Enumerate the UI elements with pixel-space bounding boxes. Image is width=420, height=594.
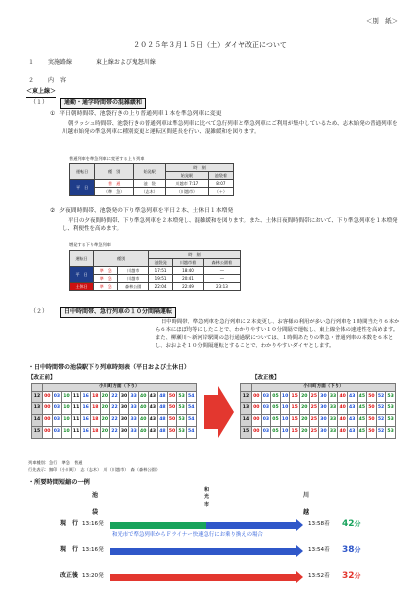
hour-cell: 15 bbox=[241, 426, 252, 438]
trip-2-label: 現 行 bbox=[60, 546, 79, 553]
minute-cell: 53 bbox=[177, 415, 187, 427]
minute-cell: 40 bbox=[338, 426, 348, 438]
cell: （志木） bbox=[134, 188, 166, 196]
cell: 準 急 bbox=[94, 267, 118, 275]
minute-cell: 30 bbox=[319, 391, 329, 403]
minute-cell: 22 bbox=[110, 426, 120, 438]
right-arrow-icon bbox=[218, 386, 234, 438]
trip-3-unit: 分 bbox=[354, 573, 361, 580]
minute-cell: 43 bbox=[148, 403, 158, 415]
cell: 8:07 bbox=[208, 180, 233, 188]
minute-cell: 43 bbox=[148, 426, 158, 438]
minute-cell: 00 bbox=[252, 403, 262, 415]
minute-cell: 45 bbox=[357, 415, 367, 427]
attachment-label: ＜別 紙＞ bbox=[366, 17, 398, 25]
trip-2-unit: 分 bbox=[354, 547, 361, 554]
trip-1-note: 和光市で準急列車からＦライナー快速急行にお乗り換えの場合 bbox=[112, 532, 263, 538]
minute-cell: 03 bbox=[261, 403, 271, 415]
minute-cell: 30 bbox=[119, 415, 129, 427]
direction-header: 小川町方面（下り） bbox=[252, 384, 396, 392]
minute-cell: 20 bbox=[100, 426, 110, 438]
minute-cell: 16 bbox=[81, 415, 91, 427]
minute-cell: 00 bbox=[252, 391, 262, 403]
minute-cell: 20 bbox=[299, 426, 309, 438]
minute-cell: 43 bbox=[347, 426, 357, 438]
item-1-table bbox=[69, 163, 234, 196]
minute-cell: 20 bbox=[100, 403, 110, 415]
arrow-shaft bbox=[204, 395, 218, 429]
minute-cell: 20 bbox=[299, 391, 309, 403]
cell: ― bbox=[203, 275, 240, 283]
minute-cell: 05 bbox=[271, 403, 281, 415]
cell: 川越市 7:17 bbox=[166, 180, 209, 188]
subsection-1 bbox=[30, 98, 146, 109]
trip-1-dep: 13:16発 bbox=[82, 521, 104, 527]
subsection-2-number: （２） bbox=[30, 308, 49, 315]
minute-cell: 30 bbox=[119, 391, 129, 403]
th-kind: 運転日 bbox=[70, 164, 95, 180]
minute-cell: 20 bbox=[100, 391, 110, 403]
minute-cell: 10 bbox=[280, 403, 290, 415]
minute-cell: 30 bbox=[319, 415, 329, 427]
minute-cell: 50 bbox=[367, 403, 377, 415]
minute-cell: 10 bbox=[62, 391, 72, 403]
subsection-2-paragraph: 日中時間帯、準急列車を急行列車に２本変更し、お客様の利用が多い急行列車を１時間当たり６本から６本にほぼ均等にしたことで、わかりやすい１０分間隔で運転し、東上線全体の速達性を高めます。また、柳瀬川〜新河岸駅間の急行通過駅については、１時間あたりの準急・普通列車の本数を６本とし、おおよそ１０分間隔運転とすることで、わかりやすいダイヤとします。 bbox=[155, 319, 400, 350]
minute-cell: 18 bbox=[90, 403, 100, 415]
minute-cell: 54 bbox=[186, 426, 196, 438]
minute-cell: 16 bbox=[81, 426, 91, 438]
minute-cell: 50 bbox=[167, 426, 177, 438]
trip-2-total bbox=[342, 544, 361, 557]
legend-dest bbox=[28, 467, 160, 473]
minute-cell: 54 bbox=[186, 403, 196, 415]
hour-header bbox=[32, 384, 43, 392]
minute-cell: 50 bbox=[367, 415, 377, 427]
trip-2-bar bbox=[110, 548, 296, 555]
minute-cell: 45 bbox=[357, 403, 367, 415]
cell: ― bbox=[203, 267, 240, 275]
cell: 普 通 bbox=[95, 180, 134, 188]
minute-cell: 45 bbox=[357, 426, 367, 438]
minute-cell: 03 bbox=[52, 391, 62, 403]
minute-cell: 25 bbox=[309, 426, 319, 438]
section-1-label: 実施路線 bbox=[47, 59, 72, 66]
trip-3-dep: 13:20発 bbox=[82, 573, 104, 579]
station-char: 川 bbox=[303, 492, 310, 499]
minute-cell: 10 bbox=[62, 415, 72, 427]
station-char: 市 bbox=[204, 501, 210, 508]
timetable-row bbox=[241, 426, 396, 438]
timetable-row bbox=[241, 403, 396, 415]
hour-cell: 15 bbox=[32, 426, 43, 438]
minute-cell: 53 bbox=[177, 403, 187, 415]
page-title: ２０２５年３月１５日（土）ダイヤ改正について bbox=[133, 41, 287, 49]
minute-cell: 10 bbox=[62, 426, 72, 438]
cell: 準 急 bbox=[94, 283, 118, 291]
item-2-mark: ② bbox=[50, 208, 56, 214]
minute-cell: 40 bbox=[138, 426, 148, 438]
th-b: 川越市着 bbox=[173, 259, 204, 267]
minute-cell: 50 bbox=[167, 391, 177, 403]
hour-cell: 14 bbox=[241, 415, 252, 427]
minute-cell: 45 bbox=[357, 391, 367, 403]
minute-cell: 15 bbox=[290, 426, 300, 438]
minute-cell: 05 bbox=[271, 391, 281, 403]
minute-cell: 22 bbox=[110, 415, 120, 427]
timetable-before bbox=[31, 383, 197, 439]
minute-cell: 10 bbox=[280, 426, 290, 438]
minute-cell: 33 bbox=[129, 403, 139, 415]
minute-cell: 22 bbox=[110, 391, 120, 403]
trip-1-bar-semi bbox=[110, 522, 206, 529]
trip-1-bar-rapid bbox=[206, 522, 296, 529]
minute-cell: 53 bbox=[386, 426, 396, 438]
minute-cell: 50 bbox=[167, 415, 177, 427]
minute-cell: 00 bbox=[43, 391, 53, 403]
day-weekday: 平 日 bbox=[70, 180, 95, 196]
trip-3-arr: 13:52着 bbox=[308, 573, 330, 579]
minute-cell: 20 bbox=[299, 415, 309, 427]
trip-3-bar bbox=[110, 574, 296, 581]
minute-cell: 50 bbox=[367, 426, 377, 438]
station-ikebukuro bbox=[92, 492, 98, 517]
item-1-title bbox=[50, 110, 222, 118]
th-c: 森林公園着 bbox=[203, 259, 240, 267]
minute-cell: 03 bbox=[261, 415, 271, 427]
minute-cell: 48 bbox=[158, 426, 168, 438]
minute-cell: 05 bbox=[271, 426, 281, 438]
minute-cell: 03 bbox=[52, 415, 62, 427]
cell: 川越市 bbox=[118, 275, 149, 283]
minute-cell: 33 bbox=[129, 415, 139, 427]
item-2-table-caption: 増発する下り準急列車 bbox=[69, 242, 111, 247]
th-start: 始発駅 bbox=[134, 164, 166, 180]
section-1-value: 東上線および鬼怒川線 bbox=[95, 59, 156, 66]
legend-type bbox=[28, 460, 82, 466]
minute-cell: 18 bbox=[90, 415, 100, 427]
th-a: 池袋発 bbox=[149, 259, 173, 267]
item-2-title bbox=[50, 207, 233, 215]
travel-heading: ・所要時間短縮の一例 bbox=[28, 479, 90, 486]
line-heading: ＜東上線＞ bbox=[26, 88, 56, 98]
timetable-row bbox=[241, 415, 396, 427]
minute-cell: 11 bbox=[71, 415, 81, 427]
minute-cell: 52 bbox=[376, 426, 386, 438]
minute-cell: 00 bbox=[252, 426, 262, 438]
station-char: 光 bbox=[204, 494, 210, 501]
day-weekday: 平 日 bbox=[70, 267, 94, 283]
station-char: 袋 bbox=[92, 508, 99, 516]
cell: 23:13 bbox=[203, 283, 240, 291]
minute-cell: 40 bbox=[338, 403, 348, 415]
trip-3-total bbox=[342, 570, 361, 583]
minute-cell: 33 bbox=[328, 403, 338, 415]
minute-cell: 40 bbox=[338, 391, 348, 403]
cell: （準 急） bbox=[95, 188, 134, 196]
subsection-1-number: （１） bbox=[30, 99, 49, 106]
minute-cell: 18 bbox=[90, 391, 100, 403]
minute-cell: 22 bbox=[110, 403, 120, 415]
direction-header: 小川町方面（下り） bbox=[43, 384, 197, 392]
minute-cell: 40 bbox=[138, 403, 148, 415]
cell: 17:51 bbox=[149, 267, 173, 275]
timetable-row bbox=[32, 391, 197, 403]
minute-cell: 50 bbox=[167, 403, 177, 415]
minute-cell: 43 bbox=[347, 403, 357, 415]
minute-cell: 43 bbox=[347, 391, 357, 403]
minute-cell: 18 bbox=[90, 426, 100, 438]
item-2-title-text: 夕夜間時間帯、池袋発の下り準急列車を平日２本、土休日１本増発 bbox=[59, 208, 234, 214]
after-label: 【改正後】 bbox=[252, 375, 280, 381]
minute-cell: 48 bbox=[158, 415, 168, 427]
legend-dest-text: 行先表示：無印（小川町） 志（志木） 川（川越市） 森（森林公園） bbox=[28, 467, 160, 472]
th-type: 種別 bbox=[94, 251, 149, 267]
cell: 森林公園 bbox=[118, 283, 149, 291]
timetable-row bbox=[32, 426, 197, 438]
minute-cell: 53 bbox=[386, 391, 396, 403]
trip-1-total bbox=[342, 518, 361, 531]
minute-cell: 33 bbox=[129, 426, 139, 438]
minute-cell: 53 bbox=[386, 415, 396, 427]
day-holiday: 土休日 bbox=[70, 283, 94, 291]
minute-cell: 00 bbox=[43, 403, 53, 415]
trip-1-total-num: 42 bbox=[342, 519, 355, 529]
station-char: 越 bbox=[303, 508, 310, 516]
legend-type-text: 列車種別：急行 準急 普通 bbox=[28, 460, 83, 465]
trip-2-total-num: 38 bbox=[342, 545, 355, 555]
section-2-label: 内 容 bbox=[47, 77, 66, 84]
section-2-number: ２ bbox=[28, 77, 35, 84]
cell: 準 急 bbox=[94, 275, 118, 283]
minute-cell: 11 bbox=[71, 426, 81, 438]
item-1-paragraph: 朝ラッシュ時間帯、池袋行きの普通列車は準急列車に比べて急行列車と準急列車にご利用が集中しているため、志木始発の普通列車を川越市始発の準急列車に種別変更と運転区間延長を行い、混雑緩和を図ります。 bbox=[62, 121, 398, 136]
minute-cell: 40 bbox=[138, 415, 148, 427]
minute-cell: 52 bbox=[376, 403, 386, 415]
minute-cell: 52 bbox=[376, 391, 386, 403]
minute-cell: 16 bbox=[81, 403, 91, 415]
timetable-row bbox=[241, 391, 396, 403]
section-1 bbox=[28, 59, 156, 68]
trip-2-dep: 13:16発 bbox=[82, 547, 104, 553]
trip-1-label: 現 行 bbox=[60, 520, 79, 527]
trip-3-total-num: 32 bbox=[342, 571, 355, 581]
minute-cell: 03 bbox=[52, 426, 62, 438]
minute-cell: 30 bbox=[319, 426, 329, 438]
hour-cell: 12 bbox=[241, 391, 252, 403]
minute-cell: 30 bbox=[119, 403, 129, 415]
minute-cell: 11 bbox=[71, 403, 81, 415]
before-label: 【改正前】 bbox=[28, 375, 56, 381]
th-time: 時 刻 bbox=[149, 251, 241, 259]
th-time: 時 刻 bbox=[166, 164, 234, 172]
timetable-after bbox=[240, 383, 396, 439]
subsection-2-label: 日中時間帯、急行列車の１０分間隔運転 bbox=[60, 307, 176, 318]
minute-cell: 33 bbox=[328, 415, 338, 427]
hour-cell: 12 bbox=[32, 391, 43, 403]
minute-cell: 54 bbox=[186, 391, 196, 403]
hour-cell: 13 bbox=[241, 403, 252, 415]
cell: 19:51 bbox=[149, 275, 173, 283]
minute-cell: 10 bbox=[280, 415, 290, 427]
hour-cell: 13 bbox=[32, 403, 43, 415]
item-1-mark: ① bbox=[50, 111, 56, 117]
minute-cell: 50 bbox=[367, 391, 377, 403]
minute-cell: 40 bbox=[338, 415, 348, 427]
th-type: 種 別 bbox=[95, 164, 134, 180]
cell: 22:04 bbox=[149, 283, 173, 291]
arrow-icon bbox=[296, 571, 303, 583]
minute-cell: 15 bbox=[290, 391, 300, 403]
station-kawagoe bbox=[303, 492, 309, 517]
minute-cell: 25 bbox=[309, 403, 319, 415]
minute-cell: 03 bbox=[261, 426, 271, 438]
cell: 22:49 bbox=[173, 283, 204, 291]
th-start2: 始発駅 bbox=[166, 172, 209, 180]
minute-cell: 53 bbox=[386, 403, 396, 415]
cell: 池 袋 bbox=[134, 180, 166, 188]
minute-cell: 00 bbox=[43, 415, 53, 427]
minute-cell: 33 bbox=[328, 391, 338, 403]
timetable-row bbox=[32, 415, 197, 427]
timetable-row bbox=[32, 403, 197, 415]
minute-cell: 52 bbox=[376, 415, 386, 427]
timetable-heading: ・日中時間帯の池袋駅下り列車時刻表（平日および土休日） bbox=[28, 364, 191, 371]
minute-cell: 40 bbox=[138, 391, 148, 403]
section-1-number: １ bbox=[28, 59, 35, 66]
minute-cell: 20 bbox=[299, 403, 309, 415]
item-2-table bbox=[69, 250, 241, 291]
minute-cell: 33 bbox=[328, 426, 338, 438]
minute-cell: 20 bbox=[100, 415, 110, 427]
minute-cell: 00 bbox=[43, 426, 53, 438]
station-wakoshi bbox=[204, 487, 209, 509]
minute-cell: 03 bbox=[52, 403, 62, 415]
station-char: 和 bbox=[204, 487, 210, 493]
th-day: 運転日 bbox=[70, 251, 94, 267]
th-arr: 池袋着 bbox=[208, 172, 233, 180]
station-char: 池 bbox=[92, 492, 99, 499]
minute-cell: 15 bbox=[290, 403, 300, 415]
minute-cell: 16 bbox=[81, 391, 91, 403]
minute-cell: 53 bbox=[177, 391, 187, 403]
minute-cell: 00 bbox=[252, 415, 262, 427]
subsection-2 bbox=[30, 307, 176, 318]
trip-1-unit: 分 bbox=[354, 521, 361, 528]
arrow-icon bbox=[296, 519, 303, 531]
minute-cell: 48 bbox=[158, 391, 168, 403]
cell: （川越市） bbox=[166, 188, 209, 196]
minute-cell: 48 bbox=[158, 403, 168, 415]
minute-cell: 54 bbox=[186, 415, 196, 427]
minute-cell: 05 bbox=[271, 415, 281, 427]
minute-cell: 43 bbox=[347, 415, 357, 427]
minute-cell: 10 bbox=[62, 403, 72, 415]
hour-cell: 14 bbox=[32, 415, 43, 427]
minute-cell: 43 bbox=[148, 391, 158, 403]
cell: 川越市 bbox=[118, 267, 149, 275]
cell: 20:41 bbox=[173, 275, 204, 283]
arrow-icon bbox=[296, 545, 303, 557]
minute-cell: 11 bbox=[71, 391, 81, 403]
minute-cell: 30 bbox=[119, 426, 129, 438]
minute-cell: 43 bbox=[148, 415, 158, 427]
item-2-paragraph: 平日の夕夜間時間帯、下り準急列車を２本増発し、混雑緩和を図ります。また、土休日夜間時間帯において、下り準急列車を１本増発し、利便性を高めます。 bbox=[62, 218, 398, 233]
minute-cell: 33 bbox=[129, 391, 139, 403]
section-2 bbox=[28, 77, 66, 86]
trip-1-arr: 13:58着 bbox=[308, 521, 330, 527]
hour-header bbox=[241, 384, 252, 392]
minute-cell: 15 bbox=[290, 415, 300, 427]
cell: （＋） bbox=[208, 188, 233, 196]
minute-cell: 53 bbox=[177, 426, 187, 438]
minute-cell: 30 bbox=[319, 403, 329, 415]
minute-cell: 25 bbox=[309, 415, 319, 427]
subsection-1-label: 通勤・通学時間帯の混雑緩和 bbox=[60, 98, 146, 109]
cell: 18:40 bbox=[173, 267, 204, 275]
item-1-table-caption: 普通列車を準急列車に変更する上り列車 bbox=[69, 156, 145, 161]
minute-cell: 10 bbox=[280, 391, 290, 403]
minute-cell: 25 bbox=[309, 391, 319, 403]
trip-3-label: 改正後 bbox=[60, 572, 79, 579]
item-1-title-text: 平日朝時間帯、池袋行きの上り普通列車１本を準急列車に変更 bbox=[59, 111, 222, 117]
minute-cell: 03 bbox=[261, 391, 271, 403]
trip-2-arr: 13:54着 bbox=[308, 547, 330, 553]
